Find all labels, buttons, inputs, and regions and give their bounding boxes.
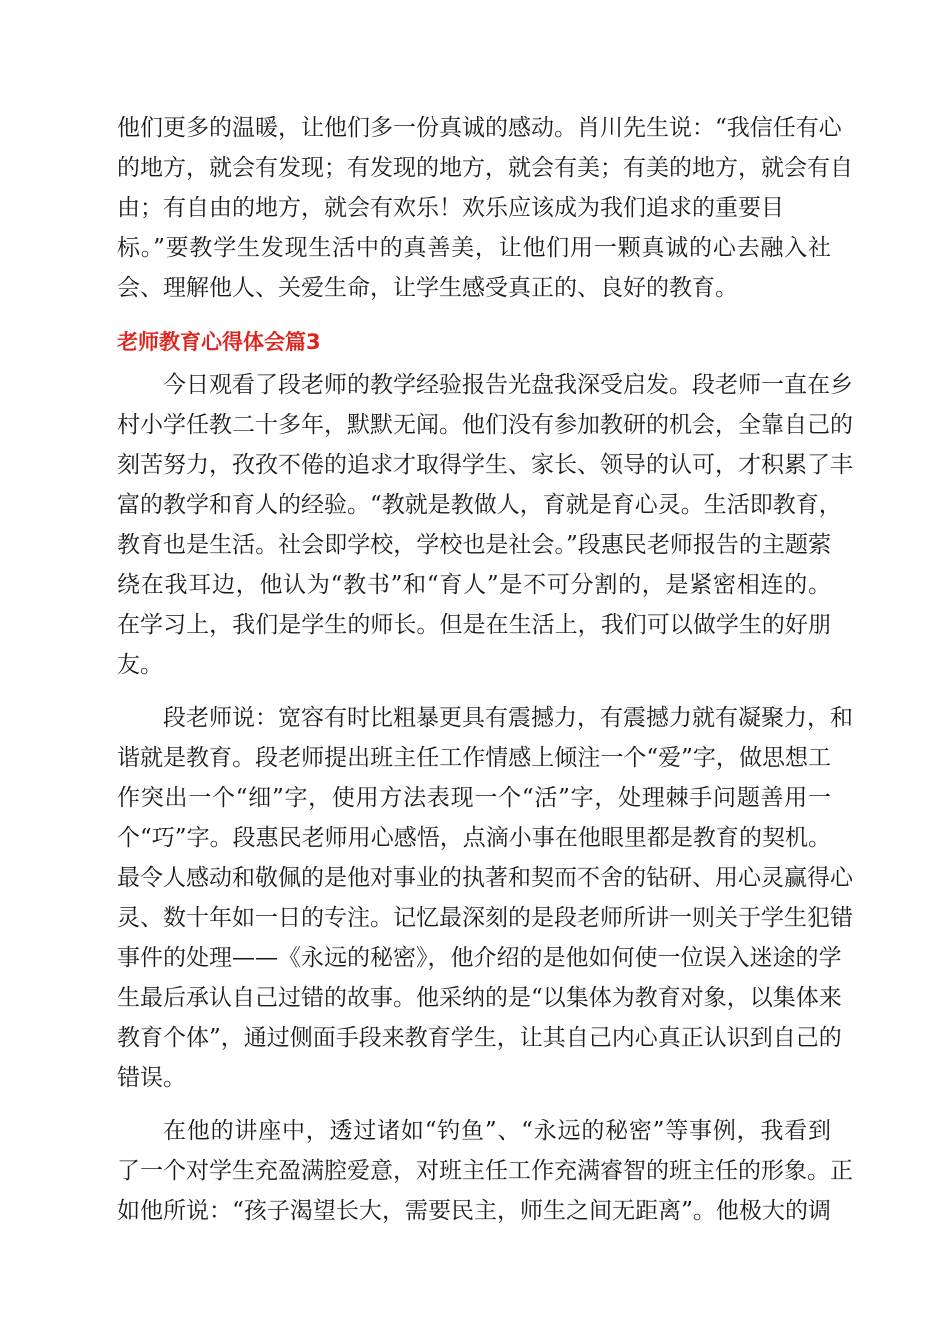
paragraph-line: 作突出一个“细”字，使用方法表现一个“活”字，处理棘手问题善用一 <box>117 785 831 811</box>
paragraph-line: 如他所说：“孩子渴望长大，需要民主，师生之间无距离”。他极大的调 <box>117 1198 831 1224</box>
top-paragraph <box>117 108 853 308</box>
paragraph-line: 他们更多的温暖，让他们多一份真诚的感动。肖川先生说：“我信任有心 <box>117 115 842 141</box>
paragraph-line: 段老师说：宽容有时比粗暴更具有震撼力，有震撼力就有凝聚力，和 <box>163 705 853 731</box>
paragraph-line: 错误。 <box>117 1065 186 1091</box>
document-page <box>117 108 853 1231</box>
paragraph-line: 了一个对学生充盈满腔爱意，对班主任工作充满睿智的班主任的形象。正 <box>117 1158 853 1184</box>
paragraph-line: 刻苦努力，孜孜不倦的追求才取得学生、家长、领导的认可，才积累了丰 <box>117 452 853 478</box>
paragraph-3 <box>117 1111 853 1231</box>
paragraph-line: 灵、数十年如一日的专注。记忆最深刻的是段老师所讲一则关于学生犯错 <box>117 905 853 931</box>
paragraph-line: 教育也是生活。社会即学校，学校也是社会。”段惠民老师报告的主题萦 <box>117 532 831 558</box>
paragraph-line: 谐就是教育。段老师提出班主任工作情感上倾注一个“爱”字，做思想工 <box>117 745 831 771</box>
paragraph-line: 标。”要教学生发现生活中的真善美，让他们用一颗真诚的心去融入社 <box>117 235 831 261</box>
paragraph-1 <box>117 365 853 685</box>
paragraph-spacer <box>117 685 831 698</box>
paragraph-line: 个“巧”字。段惠民老师用心感悟，点滴小事在他眼里都是教育的契机。 <box>117 825 831 851</box>
paragraph-line: 教育个体”，通过侧面手段来教育学生，让其自己内心真正认识到自己的 <box>117 1025 842 1051</box>
paragraph-line: 村小学任教二十多年，默默无闻。他们没有参加教研的机会，全靠自己的 <box>117 412 853 438</box>
paragraph-line: 由；有自由的地方，就会有欢乐！欢乐应该成为我们追求的重要目 <box>117 195 784 221</box>
paragraph-line: 的地方，就会有发现；有发现的地方，就会有美；有美的地方，就会有自 <box>117 155 853 181</box>
paragraph-line: 友。 <box>117 652 163 678</box>
paragraph-line: 事件的处理——《永远的秘密》，他介绍的是他如何使一位误入迷途的学 <box>117 945 842 971</box>
paragraph-spacer <box>117 1098 831 1111</box>
paragraph-line: 今日观看了段老师的教学经验报告光盘我深受启发。段老师一直在乡 <box>163 372 853 398</box>
paragraph-line: 最令人感动和敬佩的是他对事业的执著和契而不舍的钻研、用心灵赢得心 <box>117 865 853 891</box>
paragraph-line: 富的教学和育人的经验。“教就是教做人，育就是育心灵。生活即教育， <box>117 492 842 518</box>
section-heading: 老师教育心得体会篇3 <box>117 330 321 354</box>
paragraph-line: 在学习上，我们是学生的师长。但是在生活上，我们可以做学生的好朋 <box>117 612 831 638</box>
paragraph-line: 生最后承认自己过错的故事。他采纳的是“以集体为教育对象，以集体来 <box>117 985 842 1011</box>
paragraph-line: 在他的讲座中，透过诸如“钓鱼”、“永远的秘密”等事例，我看到 <box>163 1118 831 1144</box>
paragraph-line: 绕在我耳边，他认为“教书”和“育人”是不可分割的，是紧密相连的。 <box>117 572 831 598</box>
paragraph-2 <box>117 698 853 1098</box>
paragraph-line: 会、理解他人、关爱生命，让学生感受真正的、良好的教育。 <box>117 275 738 301</box>
